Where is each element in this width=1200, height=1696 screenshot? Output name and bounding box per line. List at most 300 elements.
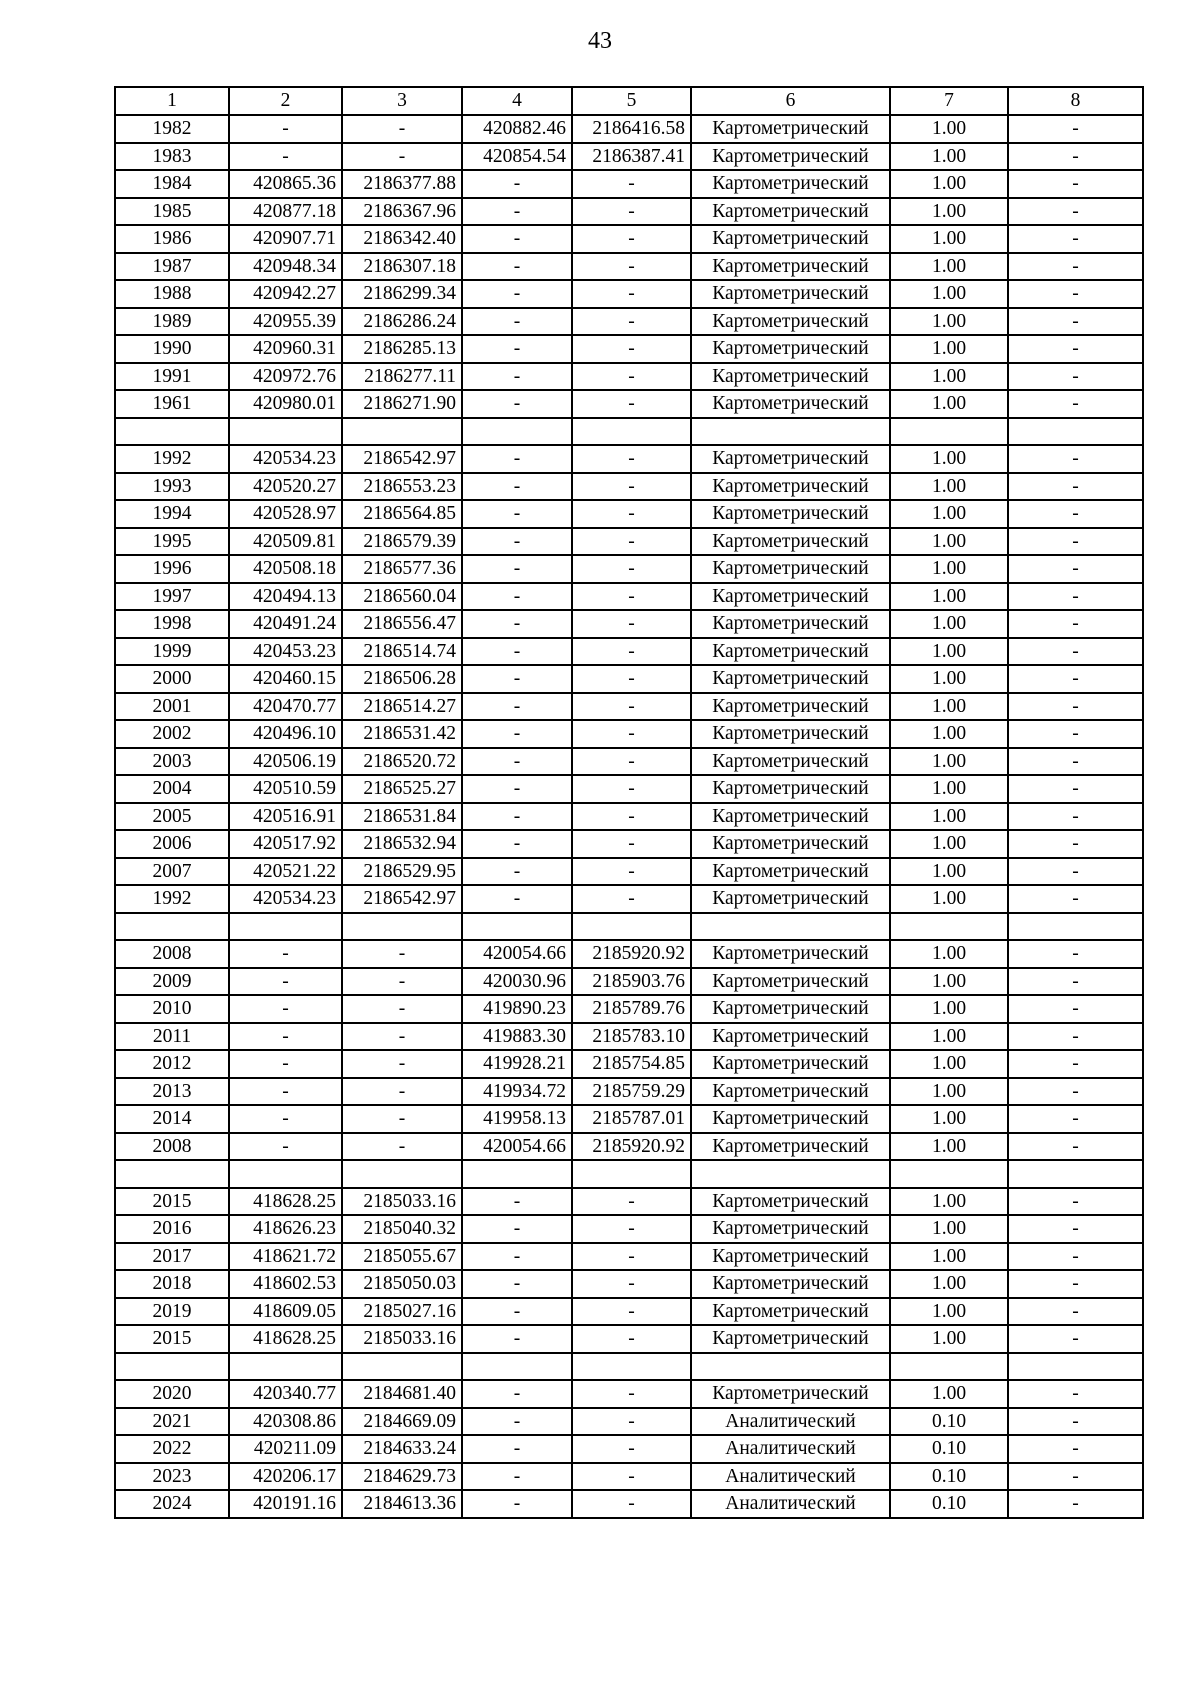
y-coordinate-cell: - xyxy=(342,1105,462,1133)
y-coordinate-alt-cell: - xyxy=(572,390,691,418)
accuracy-cell: 1.00 xyxy=(890,638,1008,666)
point-number-cell: 2021 xyxy=(115,1408,229,1436)
note-cell: - xyxy=(1008,1188,1143,1216)
note-cell xyxy=(1008,1160,1143,1188)
point-number-cell: 1996 xyxy=(115,555,229,583)
separator-row xyxy=(115,913,1143,941)
accuracy-cell: 1.00 xyxy=(890,803,1008,831)
y-coordinate-cell: 2184629.73 xyxy=(342,1463,462,1491)
accuracy-cell: 1.00 xyxy=(890,885,1008,913)
x-coordinate-alt-cell: - xyxy=(462,720,572,748)
x-coordinate-cell: 420494.13 xyxy=(229,583,342,611)
y-coordinate-alt-cell: - xyxy=(572,1490,691,1518)
table-row xyxy=(115,500,1143,528)
method-cell: Картометрический xyxy=(691,1023,890,1051)
accuracy-cell: 0.10 xyxy=(890,1435,1008,1463)
point-number-cell: 1988 xyxy=(115,280,229,308)
x-coordinate-cell: 420508.18 xyxy=(229,555,342,583)
table-row xyxy=(115,1243,1143,1271)
accuracy-cell: 1.00 xyxy=(890,500,1008,528)
point-number-cell: 2010 xyxy=(115,995,229,1023)
accuracy-cell: 1.00 xyxy=(890,473,1008,501)
y-coordinate-cell: 2186532.94 xyxy=(342,830,462,858)
y-coordinate-alt-cell: 2185920.92 xyxy=(572,1133,691,1161)
note-cell: - xyxy=(1008,858,1143,886)
y-coordinate-cell: 2186564.85 xyxy=(342,500,462,528)
point-number-cell: 2002 xyxy=(115,720,229,748)
x-coordinate-cell: - xyxy=(229,940,342,968)
x-coordinate-alt-cell: 419958.13 xyxy=(462,1105,572,1133)
point-number-cell: 1985 xyxy=(115,198,229,226)
x-coordinate-alt-cell: 420882.46 xyxy=(462,115,572,143)
y-coordinate-alt-cell: - xyxy=(572,665,691,693)
note-cell: - xyxy=(1008,473,1143,501)
y-coordinate-cell: - xyxy=(342,995,462,1023)
point-number-cell: 2019 xyxy=(115,1298,229,1326)
note-cell xyxy=(1008,1353,1143,1381)
y-coordinate-cell: 2184681.40 xyxy=(342,1380,462,1408)
method-cell: Картометрический xyxy=(691,445,890,473)
table-row xyxy=(115,225,1143,253)
table-row xyxy=(115,1078,1143,1106)
point-number-cell: 2023 xyxy=(115,1463,229,1491)
x-coordinate-cell: - xyxy=(229,115,342,143)
method-cell: Картометрический xyxy=(691,198,890,226)
y-coordinate-alt-cell: - xyxy=(572,638,691,666)
table-row xyxy=(115,1215,1143,1243)
table-row xyxy=(115,638,1143,666)
point-number-cell: 2015 xyxy=(115,1325,229,1353)
accuracy-cell: 1.00 xyxy=(890,1188,1008,1216)
point-number-cell: 1999 xyxy=(115,638,229,666)
x-coordinate-cell: 420496.10 xyxy=(229,720,342,748)
point-number-cell xyxy=(115,1353,229,1381)
note-cell: - xyxy=(1008,968,1143,996)
table-row xyxy=(115,143,1143,171)
column-header: 6 xyxy=(691,87,890,115)
point-number-cell: 2014 xyxy=(115,1105,229,1133)
point-number-cell: 2020 xyxy=(115,1380,229,1408)
accuracy-cell: 1.00 xyxy=(890,1325,1008,1353)
y-coordinate-alt-cell: - xyxy=(572,1435,691,1463)
point-number-cell: 2017 xyxy=(115,1243,229,1271)
y-coordinate-alt-cell: - xyxy=(572,858,691,886)
y-coordinate-cell: - xyxy=(342,115,462,143)
table-row xyxy=(115,583,1143,611)
accuracy-cell: 1.00 xyxy=(890,748,1008,776)
accuracy-cell: 1.00 xyxy=(890,1298,1008,1326)
table-row xyxy=(115,1408,1143,1436)
y-coordinate-alt-cell xyxy=(572,418,691,446)
note-cell: - xyxy=(1008,308,1143,336)
x-coordinate-cell: 420865.36 xyxy=(229,170,342,198)
accuracy-cell: 1.00 xyxy=(890,280,1008,308)
x-coordinate-cell: 420960.31 xyxy=(229,335,342,363)
point-number-cell: 2006 xyxy=(115,830,229,858)
column-header: 5 xyxy=(572,87,691,115)
y-coordinate-cell: 2186514.74 xyxy=(342,638,462,666)
method-cell: Картометрический xyxy=(691,143,890,171)
method-cell: Картометрический xyxy=(691,940,890,968)
x-coordinate-alt-cell: - xyxy=(462,445,572,473)
header-row xyxy=(115,87,1143,115)
point-number-cell: 2018 xyxy=(115,1270,229,1298)
x-coordinate-cell: 420534.23 xyxy=(229,445,342,473)
x-coordinate-cell: 420517.92 xyxy=(229,830,342,858)
note-cell: - xyxy=(1008,885,1143,913)
x-coordinate-cell: - xyxy=(229,1023,342,1051)
note-cell: - xyxy=(1008,555,1143,583)
x-coordinate-cell: 420528.97 xyxy=(229,500,342,528)
x-coordinate-alt-cell: - xyxy=(462,885,572,913)
y-coordinate-alt-cell: - xyxy=(572,1463,691,1491)
note-cell: - xyxy=(1008,830,1143,858)
column-header: 4 xyxy=(462,87,572,115)
note-cell: - xyxy=(1008,253,1143,281)
x-coordinate-cell: 420980.01 xyxy=(229,390,342,418)
accuracy-cell: 1.00 xyxy=(890,225,1008,253)
point-number-cell: 2016 xyxy=(115,1215,229,1243)
method-cell: Картометрический xyxy=(691,638,890,666)
point-number-cell: 1982 xyxy=(115,115,229,143)
y-coordinate-cell: 2185040.32 xyxy=(342,1215,462,1243)
table-row xyxy=(115,858,1143,886)
x-coordinate-cell: 420520.27 xyxy=(229,473,342,501)
y-coordinate-cell: 2186531.42 xyxy=(342,720,462,748)
table-row xyxy=(115,198,1143,226)
note-cell: - xyxy=(1008,335,1143,363)
note-cell: - xyxy=(1008,1408,1143,1436)
y-coordinate-alt-cell: - xyxy=(572,885,691,913)
note-cell: - xyxy=(1008,995,1143,1023)
point-number-cell: 1986 xyxy=(115,225,229,253)
table-row xyxy=(115,968,1143,996)
x-coordinate-alt-cell: - xyxy=(462,775,572,803)
y-coordinate-cell: 2186520.72 xyxy=(342,748,462,776)
x-coordinate-cell: - xyxy=(229,1050,342,1078)
point-number-cell: 1984 xyxy=(115,170,229,198)
accuracy-cell: 0.10 xyxy=(890,1463,1008,1491)
y-coordinate-alt-cell: 2185754.85 xyxy=(572,1050,691,1078)
y-coordinate-cell xyxy=(342,913,462,941)
table-row xyxy=(115,1050,1143,1078)
method-cell: Картометрический xyxy=(691,720,890,748)
y-coordinate-alt-cell: 2185759.29 xyxy=(572,1078,691,1106)
x-coordinate-alt-cell: - xyxy=(462,830,572,858)
accuracy-cell: 1.00 xyxy=(890,170,1008,198)
y-coordinate-alt-cell: - xyxy=(572,363,691,391)
x-coordinate-alt-cell: 419883.30 xyxy=(462,1023,572,1051)
y-coordinate-alt-cell: - xyxy=(572,500,691,528)
table-row xyxy=(115,1270,1143,1298)
x-coordinate-alt-cell: - xyxy=(462,1215,572,1243)
y-coordinate-alt-cell: - xyxy=(572,198,691,226)
method-cell: Картометрический xyxy=(691,1298,890,1326)
note-cell: - xyxy=(1008,363,1143,391)
column-header: 7 xyxy=(890,87,1008,115)
method-cell: Картометрический xyxy=(691,1078,890,1106)
x-coordinate-alt-cell: - xyxy=(462,1243,572,1271)
x-coordinate-alt-cell: - xyxy=(462,308,572,336)
x-coordinate-alt-cell: - xyxy=(462,390,572,418)
y-coordinate-alt-cell: 2185789.76 xyxy=(572,995,691,1023)
x-coordinate-cell: 420506.19 xyxy=(229,748,342,776)
y-coordinate-cell: 2186525.27 xyxy=(342,775,462,803)
x-coordinate-cell: 420206.17 xyxy=(229,1463,342,1491)
y-coordinate-alt-cell: - xyxy=(572,555,691,583)
y-coordinate-alt-cell: - xyxy=(572,693,691,721)
method-cell: Аналитический xyxy=(691,1408,890,1436)
method-cell: Аналитический xyxy=(691,1463,890,1491)
x-coordinate-alt-cell: - xyxy=(462,198,572,226)
point-number-cell: 2008 xyxy=(115,1133,229,1161)
point-number-cell: 1995 xyxy=(115,528,229,556)
page-number: 43 xyxy=(588,28,612,54)
method-cell: Аналитический xyxy=(691,1435,890,1463)
x-coordinate-cell: 420510.59 xyxy=(229,775,342,803)
method-cell: Картометрический xyxy=(691,1380,890,1408)
note-cell: - xyxy=(1008,775,1143,803)
y-coordinate-alt-cell: - xyxy=(572,1408,691,1436)
point-number-cell xyxy=(115,913,229,941)
x-coordinate-cell: 420470.77 xyxy=(229,693,342,721)
method-cell: Картометрический xyxy=(691,665,890,693)
y-coordinate-cell: - xyxy=(342,143,462,171)
y-coordinate-cell: 2186271.90 xyxy=(342,390,462,418)
y-coordinate-alt-cell: - xyxy=(572,748,691,776)
point-number-cell: 1987 xyxy=(115,253,229,281)
y-coordinate-alt-cell: - xyxy=(572,1270,691,1298)
x-coordinate-cell: 418621.72 xyxy=(229,1243,342,1271)
accuracy-cell: 1.00 xyxy=(890,940,1008,968)
accuracy-cell: 1.00 xyxy=(890,1050,1008,1078)
x-coordinate-cell: 420972.76 xyxy=(229,363,342,391)
method-cell: Картометрический xyxy=(691,390,890,418)
method-cell: Картометрический xyxy=(691,280,890,308)
accuracy-cell: 1.00 xyxy=(890,528,1008,556)
table-row xyxy=(115,1380,1143,1408)
y-coordinate-alt-cell: - xyxy=(572,1188,691,1216)
accuracy-cell: 1.00 xyxy=(890,115,1008,143)
table-row xyxy=(115,748,1143,776)
accuracy-cell: 1.00 xyxy=(890,968,1008,996)
table-body xyxy=(115,115,1143,1518)
y-coordinate-cell: 2186560.04 xyxy=(342,583,462,611)
table-row xyxy=(115,555,1143,583)
column-header: 3 xyxy=(342,87,462,115)
separator-row xyxy=(115,1353,1143,1381)
y-coordinate-cell: 2185055.67 xyxy=(342,1243,462,1271)
table-row xyxy=(115,390,1143,418)
x-coordinate-alt-cell xyxy=(462,1160,572,1188)
table-row xyxy=(115,1133,1143,1161)
x-coordinate-alt-cell: 420030.96 xyxy=(462,968,572,996)
accuracy-cell: 1.00 xyxy=(890,1105,1008,1133)
table-row xyxy=(115,473,1143,501)
x-coordinate-cell xyxy=(229,1160,342,1188)
y-coordinate-cell: - xyxy=(342,1023,462,1051)
method-cell: Картометрический xyxy=(691,858,890,886)
accuracy-cell: 1.00 xyxy=(890,775,1008,803)
method-cell: Картометрический xyxy=(691,1188,890,1216)
method-cell xyxy=(691,1160,890,1188)
method-cell: Картометрический xyxy=(691,748,890,776)
x-coordinate-alt-cell: 419890.23 xyxy=(462,995,572,1023)
y-coordinate-cell: 2186299.34 xyxy=(342,280,462,308)
y-coordinate-cell: 2186342.40 xyxy=(342,225,462,253)
method-cell: Картометрический xyxy=(691,995,890,1023)
method-cell: Картометрический xyxy=(691,1105,890,1133)
table-row xyxy=(115,693,1143,721)
x-coordinate-alt-cell: - xyxy=(462,1435,572,1463)
y-coordinate-cell: 2186542.97 xyxy=(342,885,462,913)
note-cell: - xyxy=(1008,803,1143,831)
note-cell: - xyxy=(1008,225,1143,253)
note-cell: - xyxy=(1008,445,1143,473)
note-cell: - xyxy=(1008,610,1143,638)
y-coordinate-cell: 2185027.16 xyxy=(342,1298,462,1326)
method-cell: Картометрический xyxy=(691,803,890,831)
accuracy-cell: 1.00 xyxy=(890,693,1008,721)
y-coordinate-cell: 2186377.88 xyxy=(342,170,462,198)
note-cell: - xyxy=(1008,1298,1143,1326)
point-number-cell: 2024 xyxy=(115,1490,229,1518)
point-number-cell xyxy=(115,1160,229,1188)
accuracy-cell xyxy=(890,1353,1008,1381)
point-number-cell: 2004 xyxy=(115,775,229,803)
note-cell: - xyxy=(1008,170,1143,198)
x-coordinate-alt-cell: - xyxy=(462,555,572,583)
accuracy-cell: 0.10 xyxy=(890,1490,1008,1518)
accuracy-cell: 1.00 xyxy=(890,390,1008,418)
x-coordinate-cell: 420955.39 xyxy=(229,308,342,336)
coordinates-table xyxy=(114,86,1144,1519)
accuracy-cell: 1.00 xyxy=(890,1380,1008,1408)
y-coordinate-alt-cell: - xyxy=(572,1215,691,1243)
y-coordinate-alt-cell: 2185920.92 xyxy=(572,940,691,968)
method-cell: Картометрический xyxy=(691,528,890,556)
y-coordinate-alt-cell xyxy=(572,913,691,941)
note-cell: - xyxy=(1008,1133,1143,1161)
accuracy-cell: 1.00 xyxy=(890,555,1008,583)
method-cell: Картометрический xyxy=(691,1050,890,1078)
note-cell xyxy=(1008,418,1143,446)
method-cell: Картометрический xyxy=(691,610,890,638)
point-number-cell: 1993 xyxy=(115,473,229,501)
x-coordinate-cell: - xyxy=(229,1078,342,1106)
point-number-cell: 1992 xyxy=(115,445,229,473)
accuracy-cell: 1.00 xyxy=(890,1270,1008,1298)
y-coordinate-cell: 2185033.16 xyxy=(342,1188,462,1216)
x-coordinate-alt-cell: - xyxy=(462,1188,572,1216)
point-number-cell: 2008 xyxy=(115,940,229,968)
x-coordinate-alt-cell: 420054.66 xyxy=(462,1133,572,1161)
x-coordinate-alt-cell: - xyxy=(462,1463,572,1491)
y-coordinate-alt-cell: - xyxy=(572,1298,691,1326)
point-number-cell: 1994 xyxy=(115,500,229,528)
note-cell: - xyxy=(1008,528,1143,556)
y-coordinate-cell: 2186506.28 xyxy=(342,665,462,693)
y-coordinate-alt-cell: - xyxy=(572,803,691,831)
y-coordinate-alt-cell: - xyxy=(572,280,691,308)
note-cell: - xyxy=(1008,748,1143,776)
point-number-cell: 2001 xyxy=(115,693,229,721)
x-coordinate-alt-cell: - xyxy=(462,170,572,198)
table-row xyxy=(115,335,1143,363)
table-row xyxy=(115,830,1143,858)
x-coordinate-alt-cell: - xyxy=(462,363,572,391)
table-row xyxy=(115,995,1143,1023)
y-coordinate-cell: 2186556.47 xyxy=(342,610,462,638)
table-row xyxy=(115,1435,1143,1463)
note-cell: - xyxy=(1008,665,1143,693)
y-coordinate-alt-cell: - xyxy=(572,583,691,611)
accuracy-cell: 1.00 xyxy=(890,1215,1008,1243)
separator-row xyxy=(115,418,1143,446)
accuracy-cell: 1.00 xyxy=(890,583,1008,611)
x-coordinate-cell: 418626.23 xyxy=(229,1215,342,1243)
accuracy-cell: 1.00 xyxy=(890,1078,1008,1106)
y-coordinate-alt-cell: - xyxy=(572,473,691,501)
table-row xyxy=(115,1298,1143,1326)
table-row xyxy=(115,610,1143,638)
x-coordinate-cell: 420907.71 xyxy=(229,225,342,253)
accuracy-cell: 1.00 xyxy=(890,858,1008,886)
x-coordinate-alt-cell: - xyxy=(462,1380,572,1408)
x-coordinate-alt-cell: 420054.66 xyxy=(462,940,572,968)
method-cell: Аналитический xyxy=(691,1490,890,1518)
y-coordinate-alt-cell: - xyxy=(572,253,691,281)
y-coordinate-cell: 2186529.95 xyxy=(342,858,462,886)
x-coordinate-cell: 418628.25 xyxy=(229,1188,342,1216)
note-cell: - xyxy=(1008,583,1143,611)
table-row xyxy=(115,940,1143,968)
x-coordinate-alt-cell: 420854.54 xyxy=(462,143,572,171)
x-coordinate-alt-cell xyxy=(462,1353,572,1381)
point-number-cell: 1989 xyxy=(115,308,229,336)
y-coordinate-cell: - xyxy=(342,940,462,968)
note-cell: - xyxy=(1008,1215,1143,1243)
x-coordinate-cell: 420877.18 xyxy=(229,198,342,226)
y-coordinate-cell: 2186307.18 xyxy=(342,253,462,281)
y-coordinate-alt-cell: 2185787.01 xyxy=(572,1105,691,1133)
x-coordinate-cell: 420308.86 xyxy=(229,1408,342,1436)
x-coordinate-alt-cell: - xyxy=(462,1270,572,1298)
x-coordinate-alt-cell: - xyxy=(462,803,572,831)
table-row xyxy=(115,720,1143,748)
x-coordinate-alt-cell: - xyxy=(462,610,572,638)
x-coordinate-alt-cell xyxy=(462,913,572,941)
method-cell: Картометрический xyxy=(691,253,890,281)
method-cell: Картометрический xyxy=(691,308,890,336)
table-row xyxy=(115,1105,1143,1133)
table-row xyxy=(115,1490,1143,1518)
x-coordinate-alt-cell: - xyxy=(462,280,572,308)
method-cell: Картометрический xyxy=(691,693,890,721)
x-coordinate-alt-cell: 419934.72 xyxy=(462,1078,572,1106)
accuracy-cell: 0.10 xyxy=(890,1408,1008,1436)
table-row xyxy=(115,253,1143,281)
y-coordinate-cell xyxy=(342,1160,462,1188)
x-coordinate-alt-cell: 419928.21 xyxy=(462,1050,572,1078)
x-coordinate-alt-cell: - xyxy=(462,583,572,611)
accuracy-cell: 1.00 xyxy=(890,308,1008,336)
x-coordinate-alt-cell: - xyxy=(462,473,572,501)
note-cell: - xyxy=(1008,940,1143,968)
accuracy-cell: 1.00 xyxy=(890,830,1008,858)
x-coordinate-cell: 420191.16 xyxy=(229,1490,342,1518)
y-coordinate-cell: 2186277.11 xyxy=(342,363,462,391)
